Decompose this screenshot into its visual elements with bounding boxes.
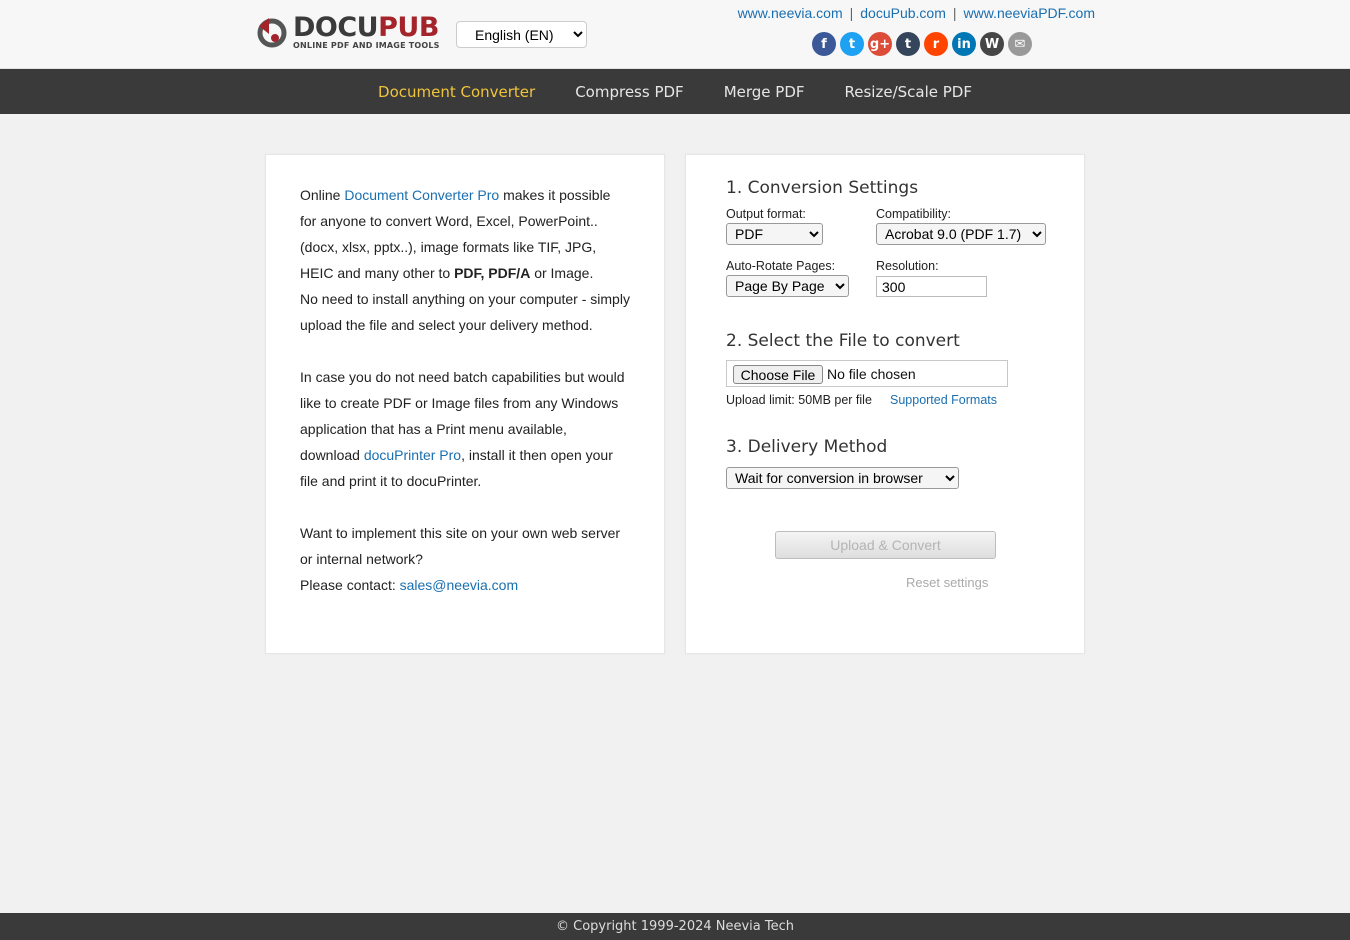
language-select[interactable]	[456, 21, 587, 48]
converter-form-panel	[685, 154, 1085, 654]
nav-resize-scale-pdf[interactable]: Resize/Scale PDF	[844, 82, 972, 101]
facebook-icon[interactable]: f	[812, 32, 836, 56]
tumblr-icon[interactable]: t	[896, 32, 920, 56]
implement-paragraph: Want to implement this site on your own web server or internal network?	[300, 525, 621, 567]
social-share-bar	[812, 32, 1032, 56]
logo-icon	[255, 16, 289, 50]
choose-file-button[interactable]: Choose File	[733, 365, 823, 384]
site-footer	[0, 913, 1350, 940]
linkedin-icon[interactable]: in	[952, 32, 976, 56]
select-file-title: 2. Select the File to convert	[726, 331, 960, 351]
resolution-label: Resolution:	[876, 259, 939, 273]
wordpress-icon[interactable]: W	[980, 32, 1004, 56]
upload-limit-text: Upload limit: 50MB per file	[726, 393, 872, 407]
top-links	[738, 5, 1095, 21]
docuprinter-pro-link[interactable]: docuPrinter Pro	[363, 447, 462, 463]
compatibility-label: Compatibility:	[876, 207, 952, 221]
info-panel	[265, 154, 665, 654]
no-install-paragraph: No need to install anything on your computer - simply upload the file and select your delivery method.	[300, 291, 630, 333]
site-header	[0, 0, 1350, 69]
main-nav	[0, 69, 1350, 114]
upload-convert-button[interactable]: Upload & Convert	[775, 531, 996, 559]
logo-tagline: ONLINE PDF AND IMAGE TOOLS	[293, 41, 440, 50]
intro-paragraph: Online Document Converter Pro makes it possible for anyone to convert Word, Excel, PowerPoint.. (docx, xlsx, pptx..), image formats like TIF, JPG, HEIC and many other to PDF, PDF/A or Image.	[300, 187, 611, 281]
sales-email-link[interactable]: sales@neevia.com	[399, 577, 519, 593]
nav-compress-pdf[interactable]: Compress PDF	[575, 82, 684, 101]
nav-merge-pdf[interactable]: Merge PDF	[723, 82, 805, 101]
file-picker[interactable]	[726, 360, 1008, 387]
output-format-label: Output format:	[726, 207, 806, 221]
docupub-logo[interactable]	[255, 12, 440, 53]
logo-wordmark: DOCUPUB	[293, 12, 439, 43]
docuprinter-paragraph: In case you do not need batch capabilities but would like to create PDF or Image files from any Windows application that has a Print menu available, download docuPrinter Pro, install it then open your file and print it to docuPrinter.	[300, 369, 625, 489]
output-format-select[interactable]	[726, 223, 823, 245]
link-neevia[interactable]: www.neevia.com	[737, 5, 843, 21]
delivery-method-select[interactable]	[726, 467, 959, 489]
auto-rotate-select[interactable]	[726, 275, 849, 297]
twitter-icon[interactable]: t	[840, 32, 864, 56]
resolution-input[interactable]	[876, 276, 987, 297]
copyright-text: © Copyright 1999-2024 Neevia Tech	[555, 919, 795, 934]
nav-document-converter[interactable]: Document Converter	[378, 82, 536, 101]
reset-settings-link[interactable]: Reset settings	[906, 575, 989, 590]
conversion-settings-title: 1. Conversion Settings	[726, 178, 919, 198]
link-neeviapdf[interactable]: www.neeviaPDF.com	[963, 5, 1095, 21]
link-separator: |	[849, 5, 854, 21]
link-docupub[interactable]: docuPub.com	[860, 5, 946, 21]
email-icon[interactable]: ✉	[1008, 32, 1032, 56]
file-status: No file chosen	[827, 366, 916, 382]
document-converter-pro-link[interactable]: Document Converter Pro	[344, 187, 500, 203]
contact-paragraph: Please contact: sales@neevia.com	[300, 577, 519, 593]
reddit-icon[interactable]: r	[924, 32, 948, 56]
auto-rotate-label: Auto-Rotate Pages:	[726, 259, 836, 273]
delivery-method-title: 3. Delivery Method	[726, 437, 888, 457]
google-plus-icon[interactable]: g+	[868, 32, 892, 56]
supported-formats-link[interactable]: Supported Formats	[890, 393, 997, 407]
link-separator: |	[952, 5, 957, 21]
compatibility-select[interactable]	[876, 223, 1046, 245]
